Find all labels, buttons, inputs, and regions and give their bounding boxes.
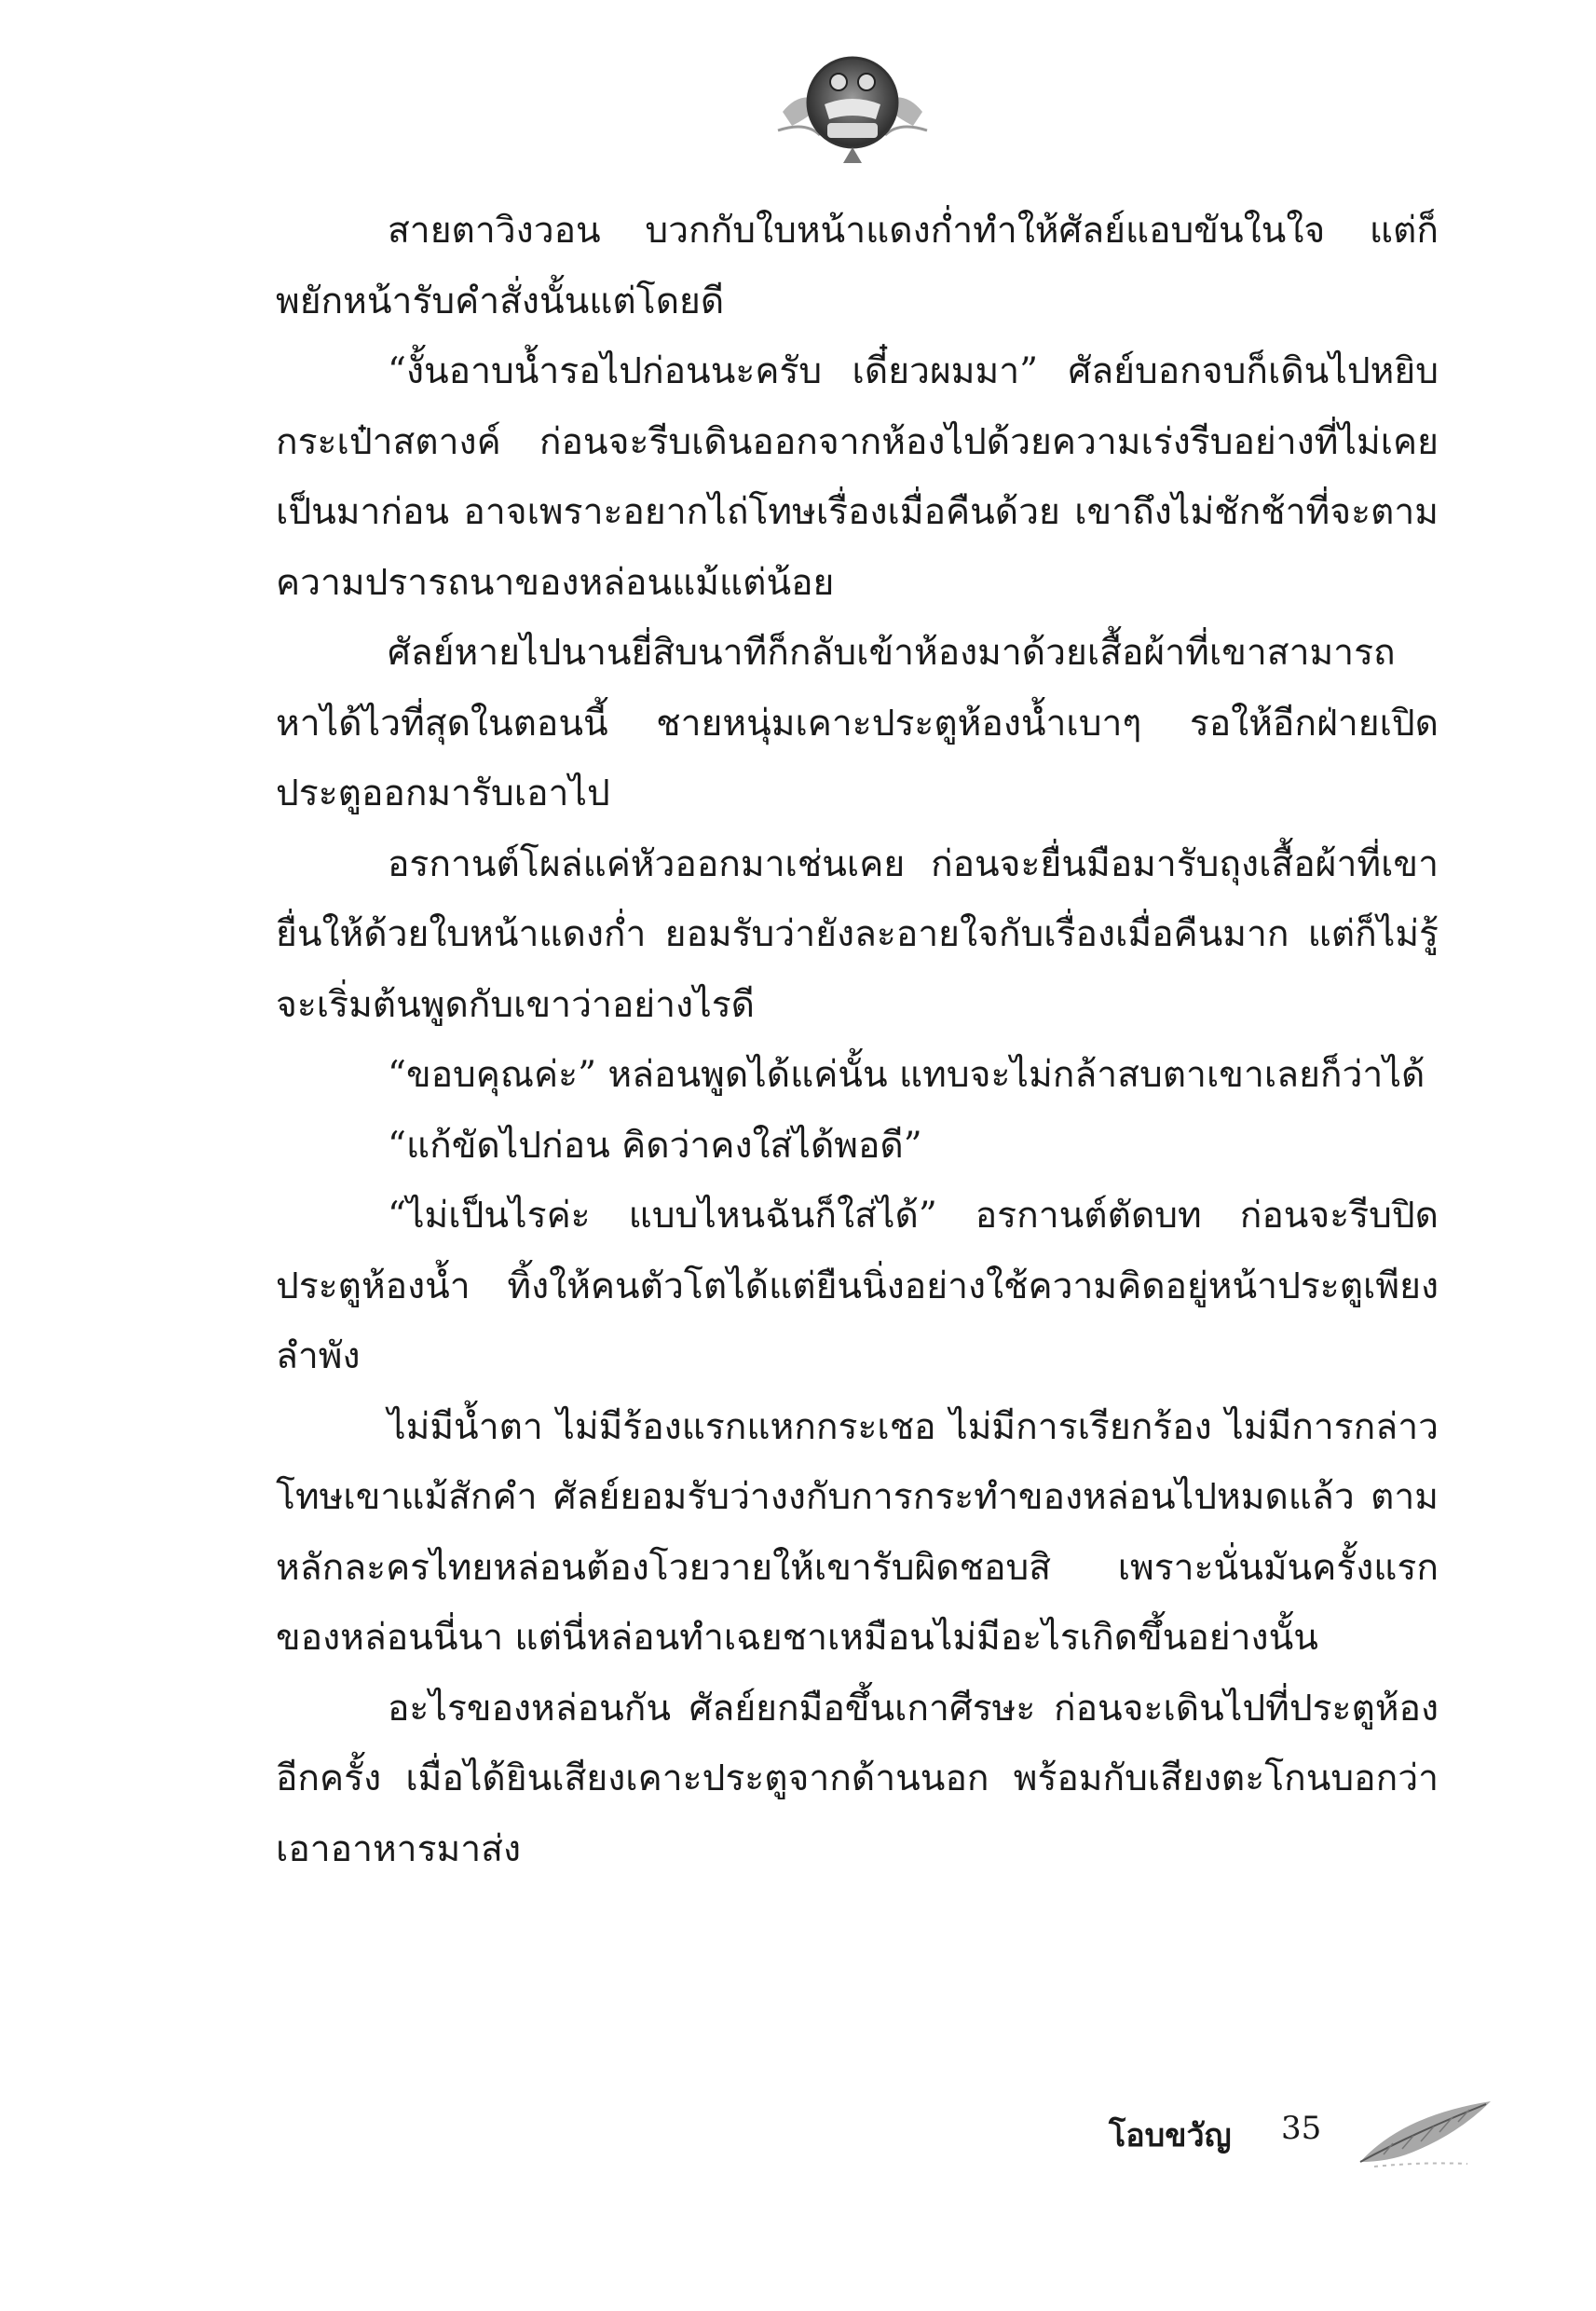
ornate-emblem-icon (773, 37, 932, 168)
paragraph: อะไรของหล่อนกัน ศัลย์ยกมือขึ้นเกาศีรษะ ก่อนจะเดินไปที่ประตูห้องอีกครั้ง เมื่อได้ยินเสียงเคาะประตูจากด้านนอก พร้อมกับเสียงตะโกนบอกว่าเอาอาหารมาส่ง (276, 1687, 1439, 1870)
paragraph: อรกานต์โผล่แค่หัวออกมาเช่นเคย ก่อนจะยื่นมือมารับถุงเสื้อผ้าที่เขายื่นให้ด้วยใบหน้าแดงก่ำ ยอมรับว่ายังละอายใจกับเรื่องเมื่อคืนมาก แต่ก็ไม่รู้จะเริ่มต้นพูดกับเขาว่าอย่างไรดี (276, 842, 1439, 1026)
paragraph: “แก้ขัดไปก่อน คิดว่าคงใส่ได้พอดี” (388, 1124, 922, 1167)
page-number: 35 (1281, 2110, 1322, 2147)
paragraph: “ไม่เป็นไรค่ะ แบบไหนฉันก็ใส่ได้” อรกานต์ตัดบท ก่อนจะรีบปิดประตูห้องน้ำ ทิ้งให้คนตัวโตได้แต่ยืนนิ่งอย่างใช้ความคิดอยู่หน้าประตูเพียงลำพัง (276, 1195, 1439, 1377)
paragraph: “ขอบคุณค่ะ” หล่อนพูดได้แค่นั้น แทบจะไม่กล้าสบตาเขาเลยก็ว่าได้ (388, 1054, 1425, 1096)
page-footer (1109, 2097, 1500, 2171)
paragraph: สายตาวิงวอน บวกกับใบหน้าแดงก่ำทำให้ศัลย์แอบขันในใจ แต่ก็พยักหน้ารับคำสั่งนั้นแต่โดยดี (276, 210, 1439, 322)
book-title: โอบขวัญ (1109, 2117, 1232, 2154)
paragraph: “งั้นอาบน้ำรอไปก่อนนะครับ เดี๋ยวผมมา” ศัลย์บอกจบก็เดินไปหยิบกระเป๋าสตางค์ ก่อนจะรีบเดินออกจากห้องไปด้วยความเร่งรีบอย่างที่ไม่เคยเป็นมาก่อน อาจเพราะอยากไถ่โทษเรื่องเมื่อคืนด้วย เขาถึงไม่ชักช้าที่จะตามความปรารถนาของหล่อนแม้แต่น้อย (276, 350, 1439, 604)
feather-quill-icon (1356, 2097, 1495, 2171)
body-text (276, 196, 1439, 1884)
paragraph: ไม่มีน้ำตา ไม่มีร้องแรกแหกกระเชอ ไม่มีการเรียกร้อง ไม่มีการกล่าวโทษเขาแม้สักคำ ศัลย์ยอมรับว่างงกับการกระทำของหล่อนไปหมดแล้ว ตามหลักละครไทยหล่อนต้องโวยวายให้เขารับผิดชอบสิ เพราะนั่นมันครั้งแรกของหล่อนนี่นา แต่นี่หล่อนทำเฉยชาเหมือนไม่มีอะไรเกิดขึ้นอย่างนั้น (276, 1405, 1439, 1659)
paragraph: ศัลย์หายไปนานยี่สิบนาทีก็กลับเข้าห้องมาด้วยเสื้อผ้าที่เขาสามารถหาได้ไวที่สุดในตอนนี้ ชายหนุ่มเคาะประตูห้องน้ำเบาๆ รอให้อีกฝ่ายเปิดประตูออกมารับเอาไป (276, 632, 1439, 814)
